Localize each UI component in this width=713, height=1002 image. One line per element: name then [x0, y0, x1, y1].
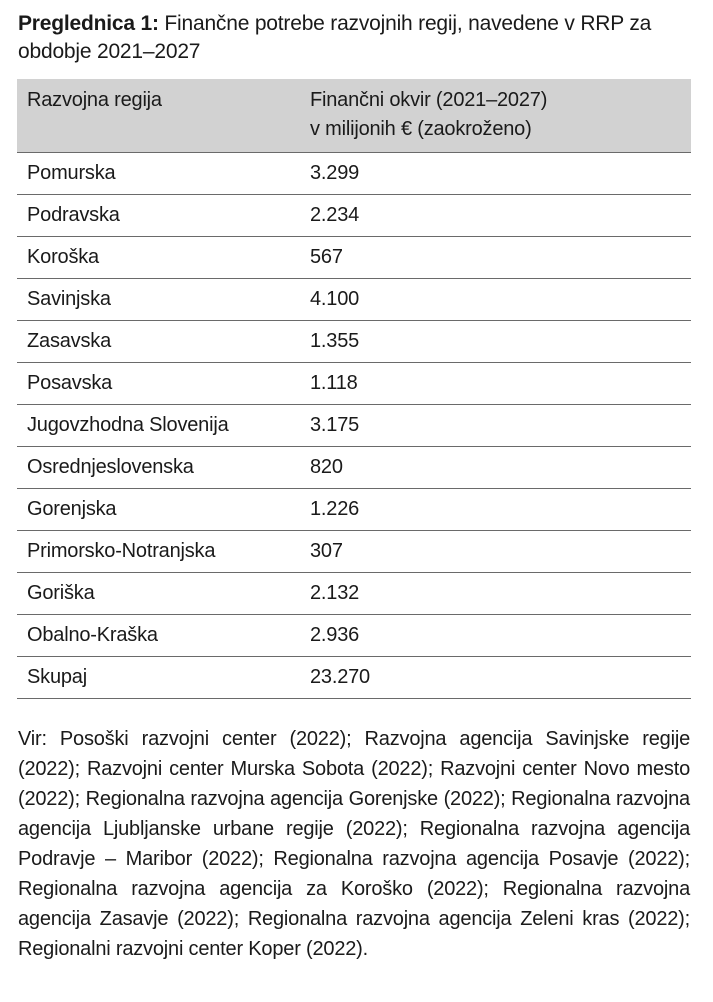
- table-row: [17, 446, 691, 488]
- table-row: [17, 614, 691, 656]
- table-header: [17, 79, 691, 152]
- header-region: Razvojna regija: [17, 79, 297, 152]
- amount-cell: 307: [297, 530, 691, 572]
- total-row: [17, 656, 691, 698]
- region-cell: Jugovzhodna Slovenija: [17, 404, 297, 446]
- header-amount-line2: v milijonih € (zaokroženo): [310, 118, 532, 140]
- total-label-cell: Skupaj: [17, 656, 297, 698]
- amount-cell: 567: [297, 236, 691, 278]
- table-row: [17, 362, 691, 404]
- amount-cell: 820: [297, 446, 691, 488]
- region-cell: Savinjska: [17, 278, 297, 320]
- region-cell: Obalno-Kraška: [17, 614, 297, 656]
- region-cell: Goriška: [17, 572, 297, 614]
- amount-cell: 3.175: [297, 404, 691, 446]
- header-amount-line1: Finančni okvir (2021–2027): [310, 89, 548, 111]
- table-row: [17, 530, 691, 572]
- table-row: [17, 320, 691, 362]
- amount-cell: 2.132: [297, 572, 691, 614]
- source-note: Vir: Posoški razvojni center (2022); Razvojna agencija Savinjske regije (2022); Razvojni center Murska Sobota (2022); Razvojni center Novo mesto (2022); Regionalna razvojna agencija Gorenjske (2022); Regionalna razvojna agencija Ljubljanske urbane regije (2022); Regionalna razvojna agencija Podravje – Maribor (2022); Regionalna razvojna agencija Posavje (2022); Regionalna razvojna agencija za Koroško (2022); Regionalna razvojna agencija Zasavje (2022); Regionalna razvojna agencija Zeleni kras (2022); Regionalni razvojni center Koper (2022).: [18, 728, 690, 960]
- table-body: [17, 152, 691, 698]
- table-row: [17, 572, 691, 614]
- region-cell: Gorenjska: [17, 488, 297, 530]
- regional-finance-table: [17, 79, 691, 699]
- table-row: [17, 278, 691, 320]
- table-row: [17, 152, 691, 194]
- amount-cell: 1.118: [297, 362, 691, 404]
- caption-label: Preglednica 1:: [18, 12, 159, 35]
- table-row: [17, 194, 691, 236]
- regional-finance-table-container: [17, 79, 691, 699]
- table-row: [17, 404, 691, 446]
- amount-cell: 2.234: [297, 194, 691, 236]
- amount-cell: 2.936: [297, 614, 691, 656]
- amount-cell: 3.299: [297, 152, 691, 194]
- region-cell: Podravska: [17, 194, 297, 236]
- header-amount: [297, 79, 691, 152]
- amount-cell: 1.355: [297, 320, 691, 362]
- region-cell: Posavska: [17, 362, 297, 404]
- region-cell: Pomurska: [17, 152, 297, 194]
- region-cell: Primorsko-Notranjska: [17, 530, 297, 572]
- amount-cell: 1.226: [297, 488, 691, 530]
- table-row: [17, 488, 691, 530]
- region-cell: Osrednjeslovenska: [17, 446, 297, 488]
- table-caption: [18, 10, 698, 66]
- caption-text: Finančne potrebe razvojnih regij, navedene v RRP za obdobje 2021–2027: [18, 12, 652, 63]
- table-row: [17, 236, 691, 278]
- amount-cell: 4.100: [297, 278, 691, 320]
- region-cell: Zasavska: [17, 320, 297, 362]
- region-cell: Koroška: [17, 236, 297, 278]
- total-amount-cell: 23.270: [297, 656, 691, 698]
- header-row: [17, 79, 691, 152]
